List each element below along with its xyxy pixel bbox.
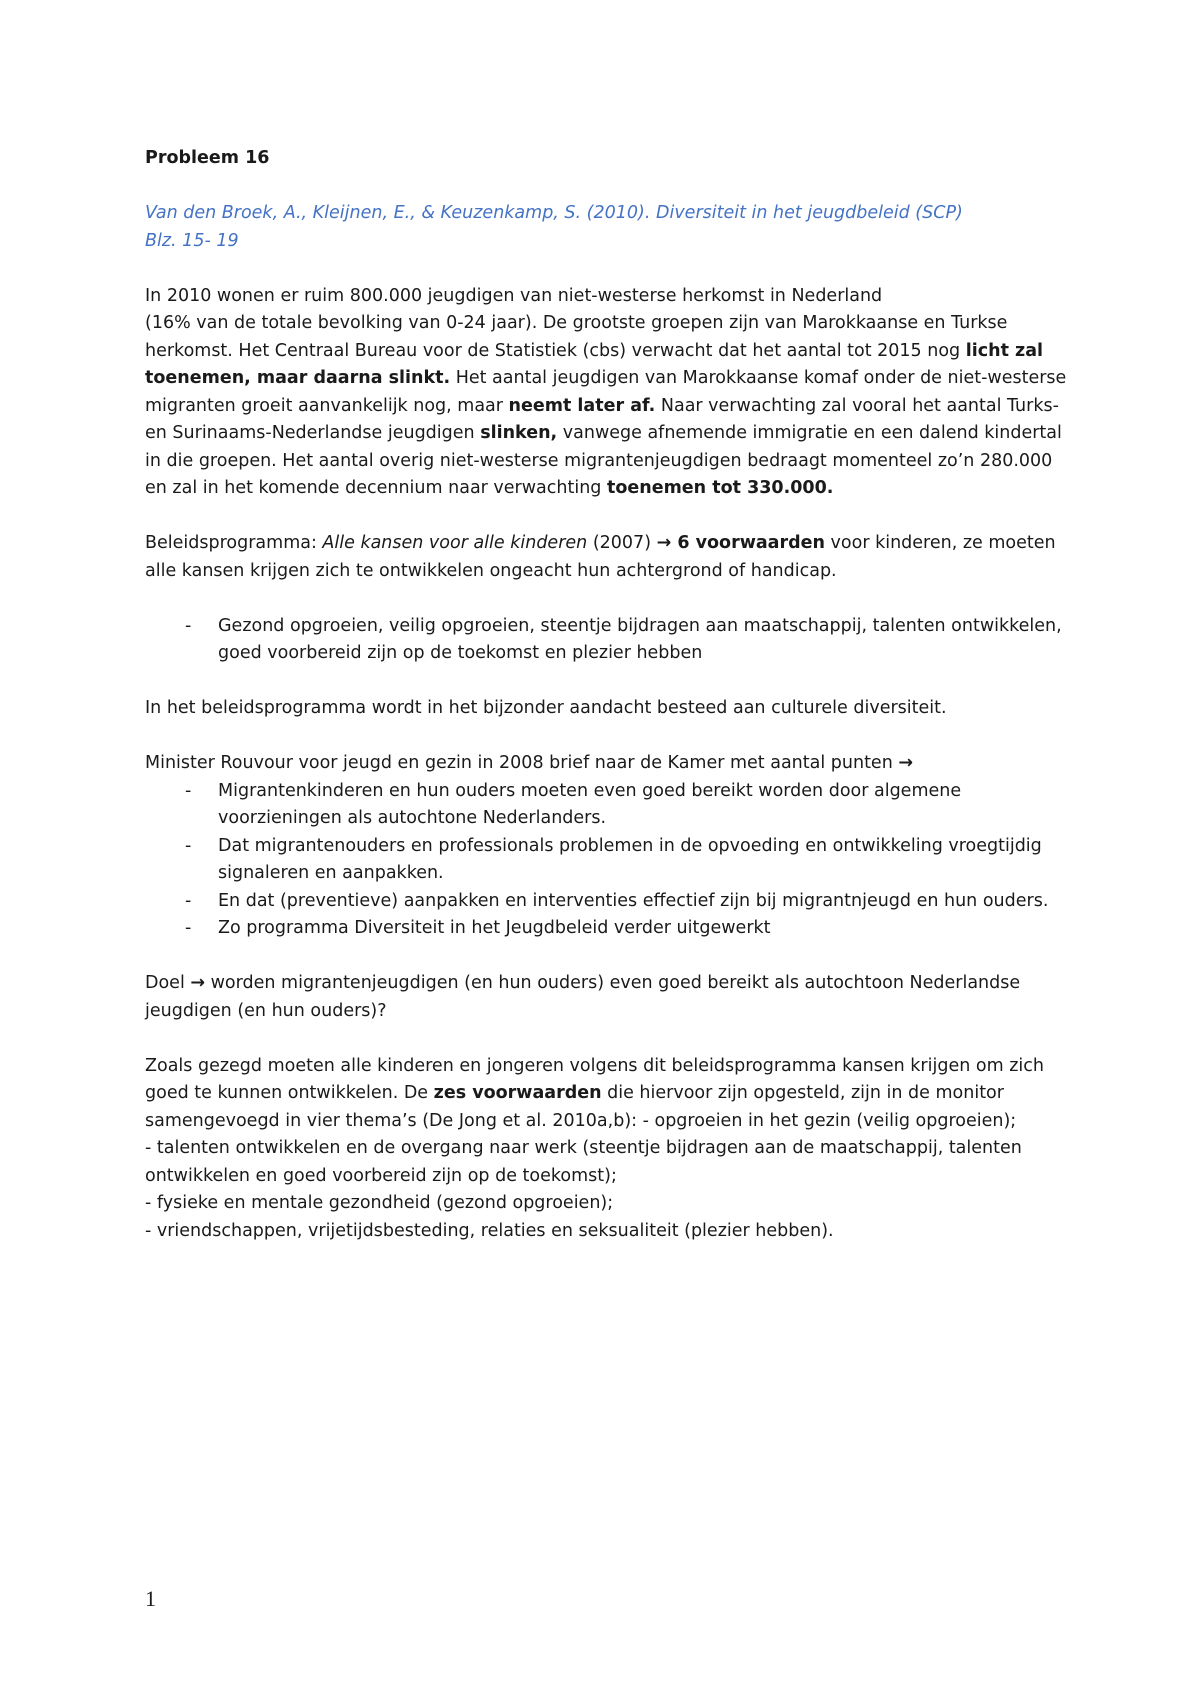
list-item bbox=[145, 915, 1070, 943]
minister-intro bbox=[145, 750, 1070, 778]
spacer bbox=[145, 723, 1070, 751]
dash-bullet-icon: - bbox=[185, 890, 192, 911]
list-item bbox=[145, 833, 1070, 888]
programme-label: Beleidsprogramma: bbox=[145, 533, 323, 553]
summary-theme-line: - vriendschappen, vrijetijdsbesteding, relaties en seksualiteit (plezier hebben). bbox=[145, 1220, 834, 1241]
minister-intro-text: Minister Rouvour voor jeugd en gezin in 2008 brief naar de Kamer met aantal punten bbox=[145, 753, 899, 773]
goal-label: Doel bbox=[145, 973, 191, 993]
arrow-right-icon: → bbox=[656, 533, 672, 553]
spacer bbox=[145, 173, 1070, 201]
list-item-text: Gezond opgroeien, veilig opgroeien, steentje bijdragen aan maatschappij, talenten ontwikkelen, goed voorbereid zijn op de toekomst en plezier hebben bbox=[218, 615, 1062, 663]
goal-text: worden migrantenjeugdigen (en hun ouders) even goed bereikt als autochtoon Nederlandse jeugdigen (en hun ouders)? bbox=[145, 973, 1021, 1021]
spacer bbox=[145, 585, 1070, 613]
dash-bullet-icon: - bbox=[185, 918, 192, 938]
programme-bullet-list bbox=[145, 613, 1070, 668]
intro-line: In 2010 wonen er ruim 800.000 jeugdigen van niet-westerse herkomst in Nederland bbox=[145, 285, 883, 306]
programme-text: voor kinderen, ze moeten alle kansen krijgen zich te ontwikkelen ongeacht hun achtergrond of handicap. bbox=[145, 533, 1056, 581]
page-title: Probleem 16 bbox=[145, 148, 270, 168]
dash-bullet-icon: - bbox=[185, 780, 192, 801]
spacer bbox=[145, 503, 1070, 531]
summary-text-1: Zoals gezegd moeten alle kinderen en jongeren volgens dit beleidsprogramma kansen krijgen om zich goed te kunnen ontwikkelen. De bbox=[145, 1055, 1044, 1103]
summary-text-2: die hiervoor zijn opgesteld, zijn in de monitor samengevoegd in vier thema’s (De Jong et al. 2010a,b): - opgroeien in het gezin (veilig opgroeien); bbox=[145, 1083, 1017, 1131]
list-item-text: Zo programma Diversiteit in het Jeugdbeleid verder uitgewerkt bbox=[218, 918, 771, 938]
spacer bbox=[145, 668, 1070, 696]
list-item-text: Dat migrantenouders en professionals problemen in de opvoeding en ontwikkeling vroegtijdig signaleren en aanpakken. bbox=[218, 835, 1042, 883]
intro-paragraph bbox=[145, 310, 1070, 503]
list-item-text: Migrantenkinderen en hun ouders moeten even goed bereikt worden door algemene voorzieningen als autochtone Nederlanders. bbox=[218, 780, 962, 828]
summary-bold: zes voorwaarden bbox=[433, 1083, 602, 1103]
intro-text-2: Het aantal jeugdigen van Marokkaanse komaf onder de niet-westerse migranten groeit aanvankelijk nog, maar bbox=[145, 368, 1067, 416]
intro-bold-1: licht zal toenemen, maar daarna slinkt. bbox=[145, 340, 1044, 388]
arrow-right-icon: → bbox=[898, 753, 914, 773]
spacer bbox=[145, 1025, 1070, 1053]
programme-conditions: 6 voorwaarden bbox=[671, 533, 825, 553]
page-number: 1 bbox=[145, 1586, 156, 1611]
list-item bbox=[145, 778, 1070, 833]
dash-bullet-icon: - bbox=[185, 835, 192, 856]
spacer bbox=[145, 255, 1070, 283]
spacer bbox=[145, 943, 1070, 971]
reference-pages: Blz. 15- 19 bbox=[145, 230, 239, 251]
list-item-text: En dat (preventieve) aanpakken en interventies effectief zijn bij migrantnjeugd en hun ouders. bbox=[218, 890, 1049, 911]
intro-bold-4: toenemen tot 330.000. bbox=[606, 478, 834, 498]
goal-paragraph bbox=[145, 970, 1070, 1025]
summary-paragraph bbox=[145, 1053, 1070, 1136]
minister-bullet-list bbox=[145, 778, 1070, 943]
list-item bbox=[145, 613, 1070, 668]
summary-theme-line: - fysieke en mentale gezondheid (gezond opgroeien); bbox=[145, 1193, 614, 1213]
programme-paragraph bbox=[145, 530, 1070, 585]
page-content bbox=[145, 145, 1070, 1245]
diversity-note: In het beleidsprogramma wordt in het bijzonder aandacht besteed aan culturele diversiteit. bbox=[145, 698, 947, 718]
dash-bullet-icon: - bbox=[185, 615, 192, 636]
arrow-right-icon: → bbox=[190, 973, 206, 993]
intro-text-1: (16% van de totale bevolking van 0-24 jaar). De grootste groepen zijn van Marokkaanse en Turkse herkomst. Het Centraal Bureau voor de Statistiek (cbs) verwacht dat het aantal tot 2015 nog bbox=[145, 313, 1008, 361]
intro-text-4: vanwege afnemende immigratie en een dalend kindertal in die groepen. Het aantal overig niet-westerse migrantenjeugdigen bedraagt momenteel zo’n 280.000 en zal in het komende decennium naar verwachting bbox=[145, 423, 1062, 498]
intro-bold-3: slinken, bbox=[480, 423, 558, 443]
intro-bold-2: neemt later af. bbox=[508, 395, 656, 416]
intro-text-3: Naar verwachting zal vooral het aantal Turks- en Surinaams-Nederlandse jeugdigen bbox=[145, 395, 1059, 443]
list-item bbox=[145, 888, 1070, 916]
programme-title: Alle kansen voor alle kinderen bbox=[322, 533, 588, 553]
summary-theme-line: - talenten ontwikkelen en de overgang naar werk (steentje bijdragen aan de maatschappij, talenten ontwikkelen en goed voorbereid zijn op de toekomst); bbox=[145, 1138, 1022, 1186]
programme-year: (2007) bbox=[587, 533, 657, 553]
reference-citation: Van den Broek, A., Kleijnen, E., & Keuzenkamp, S. (2010). Diversiteit in het jeugdbeleid (SCP) bbox=[145, 203, 963, 223]
